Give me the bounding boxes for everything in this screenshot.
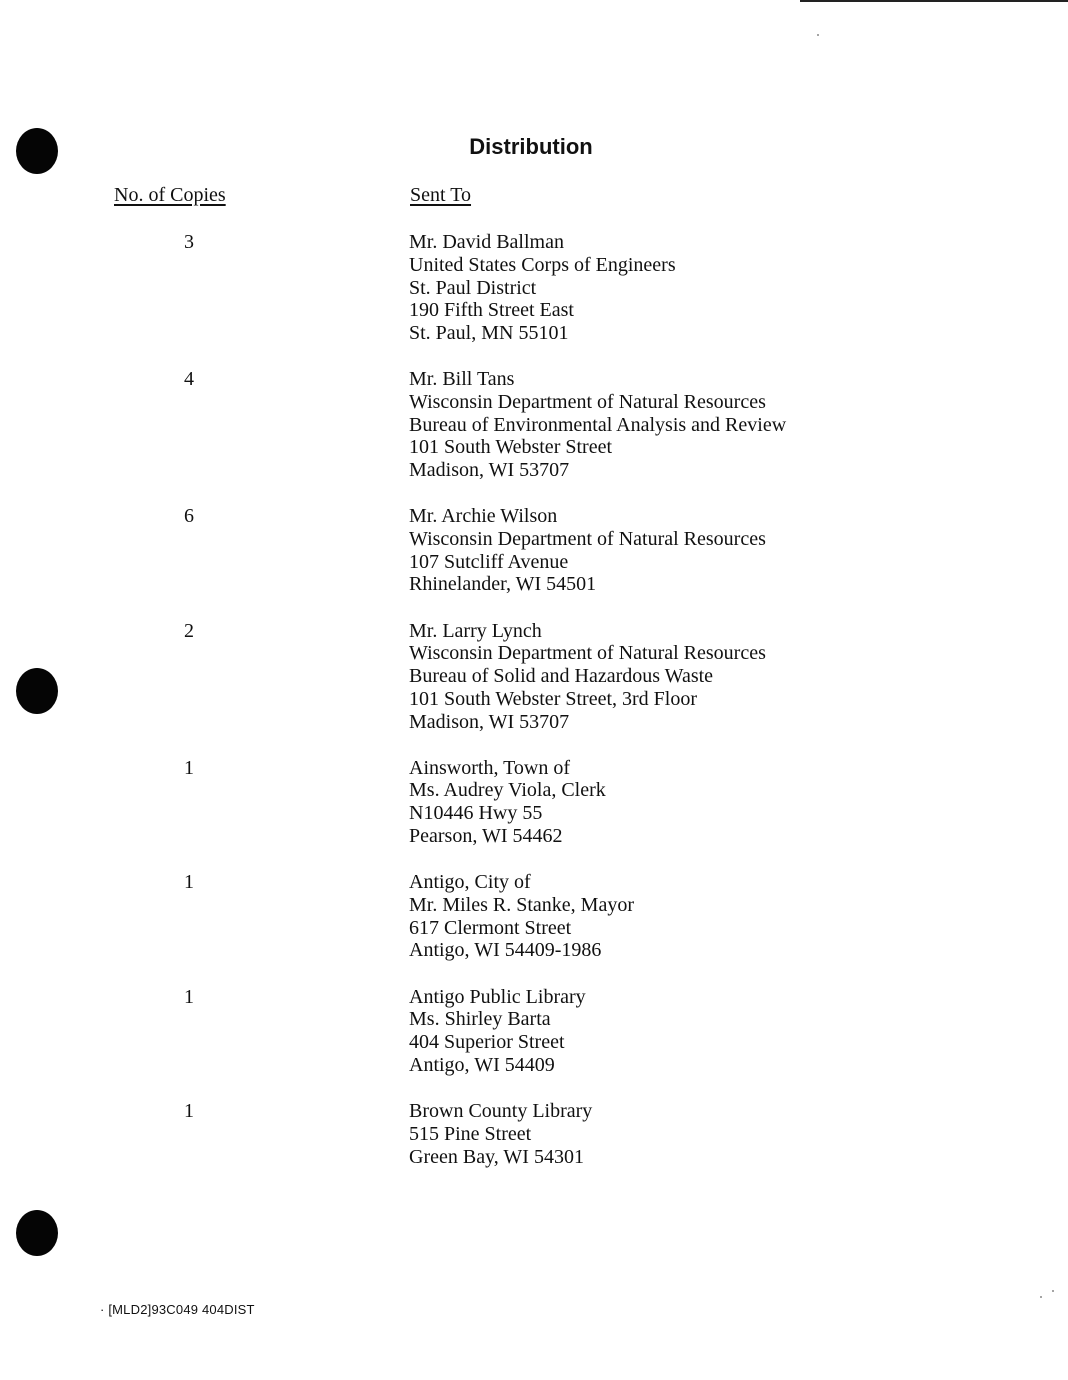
recipient-address	[409, 620, 766, 734]
recipient-address	[409, 368, 786, 482]
page-title-text: Distribution	[469, 134, 593, 159]
recipient-address	[409, 986, 586, 1077]
address-line: 190 Fifth Street East	[409, 299, 574, 322]
copies-count: 1	[184, 756, 194, 779]
copies-count: 3	[184, 231, 194, 253]
distribution-entry	[0, 869, 1068, 984]
recipient-name: Antigo Public Library	[409, 985, 586, 1008]
recipient-address	[409, 757, 606, 848]
address-line: 101 South Webster Street	[409, 436, 612, 459]
address-line: Antigo, WI 54409	[409, 1053, 555, 1076]
recipient-name: Antigo, City of	[409, 871, 531, 893]
column-header-sent-to: Sent To	[410, 184, 472, 206]
address-line: United States Corps of Engineers	[409, 253, 676, 276]
address-line: Wisconsin Department of Natural Resources	[409, 390, 766, 413]
address-line: N10446 Hwy 55	[409, 802, 543, 825]
recipient-name: Mr. Archie Wilson	[409, 505, 558, 527]
recipient-name: Ainsworth, Town of	[409, 756, 571, 779]
distribution-entry	[0, 1098, 1068, 1166]
address-line: Madison, WI 53707	[409, 710, 570, 733]
recipient-address	[409, 505, 766, 596]
distribution-entry	[0, 503, 1068, 618]
distribution-entry	[0, 984, 1068, 1099]
distribution-entry	[0, 618, 1068, 755]
scan-speck	[1052, 1290, 1054, 1292]
address-line: 515 Pine Street	[409, 1122, 532, 1145]
recipient-address	[409, 231, 676, 345]
distribution-list	[0, 229, 1068, 1166]
copies-count: 6	[184, 505, 194, 527]
address-line: Wisconsin Department of Natural Resources	[409, 642, 766, 665]
scan-speck	[817, 34, 819, 36]
address-line: Madison, WI 53707	[409, 459, 570, 482]
address-line: St. Paul District	[409, 276, 537, 299]
distribution-entry	[0, 755, 1068, 870]
copies-count: 4	[184, 368, 194, 390]
recipient-name: Mr. Bill Tans	[409, 368, 515, 390]
copies-count: 1	[184, 1100, 194, 1122]
address-line: St. Paul, MN 55101	[409, 322, 569, 345]
address-line: Bureau of Solid and Hazardous Waste	[409, 665, 714, 688]
address-line: Mr. Miles R. Stanke, Mayor	[409, 893, 634, 916]
copies-count: 2	[184, 619, 194, 642]
distribution-entry	[0, 366, 1068, 503]
recipient-name: Mr. Larry Lynch	[409, 619, 542, 642]
address-line: 404 Superior Street	[409, 1031, 565, 1054]
top-edge-rule	[800, 0, 1068, 2]
scan-speck	[1040, 1296, 1042, 1298]
address-line: Green Bay, WI 54301	[409, 1145, 584, 1168]
address-line: Wisconsin Department of Natural Resources	[409, 527, 766, 550]
address-line: Rhinelander, WI 54501	[409, 573, 597, 596]
page-title	[0, 134, 1068, 160]
address-line: 101 South Webster Street, 3rd Floor	[409, 687, 697, 710]
address-line: Ms. Audrey Viola, Clerk	[409, 779, 606, 802]
address-line: Pearson, WI 54462	[409, 824, 563, 847]
copies-count: 1	[184, 985, 194, 1008]
copies-count: 1	[184, 871, 194, 893]
recipient-address	[409, 1100, 592, 1168]
address-line: 617 Clermont Street	[409, 916, 572, 939]
address-line: Ms. Shirley Barta	[409, 1008, 551, 1031]
recipient-address	[409, 871, 634, 962]
address-line: Bureau of Environmental Analysis and Review	[409, 413, 787, 436]
distribution-entry	[0, 229, 1068, 366]
punch-hole-bottom	[16, 1210, 58, 1256]
column-header-copies: No. of Copies	[114, 184, 226, 206]
address-line: 107 Sutcliff Avenue	[409, 550, 569, 573]
recipient-name: Mr. David Ballman	[409, 231, 564, 253]
recipient-name: Brown County Library	[409, 1100, 593, 1122]
document-code: · [MLD2]93C049 404DIST	[100, 1302, 255, 1317]
address-line: Antigo, WI 54409-1986	[409, 939, 602, 962]
